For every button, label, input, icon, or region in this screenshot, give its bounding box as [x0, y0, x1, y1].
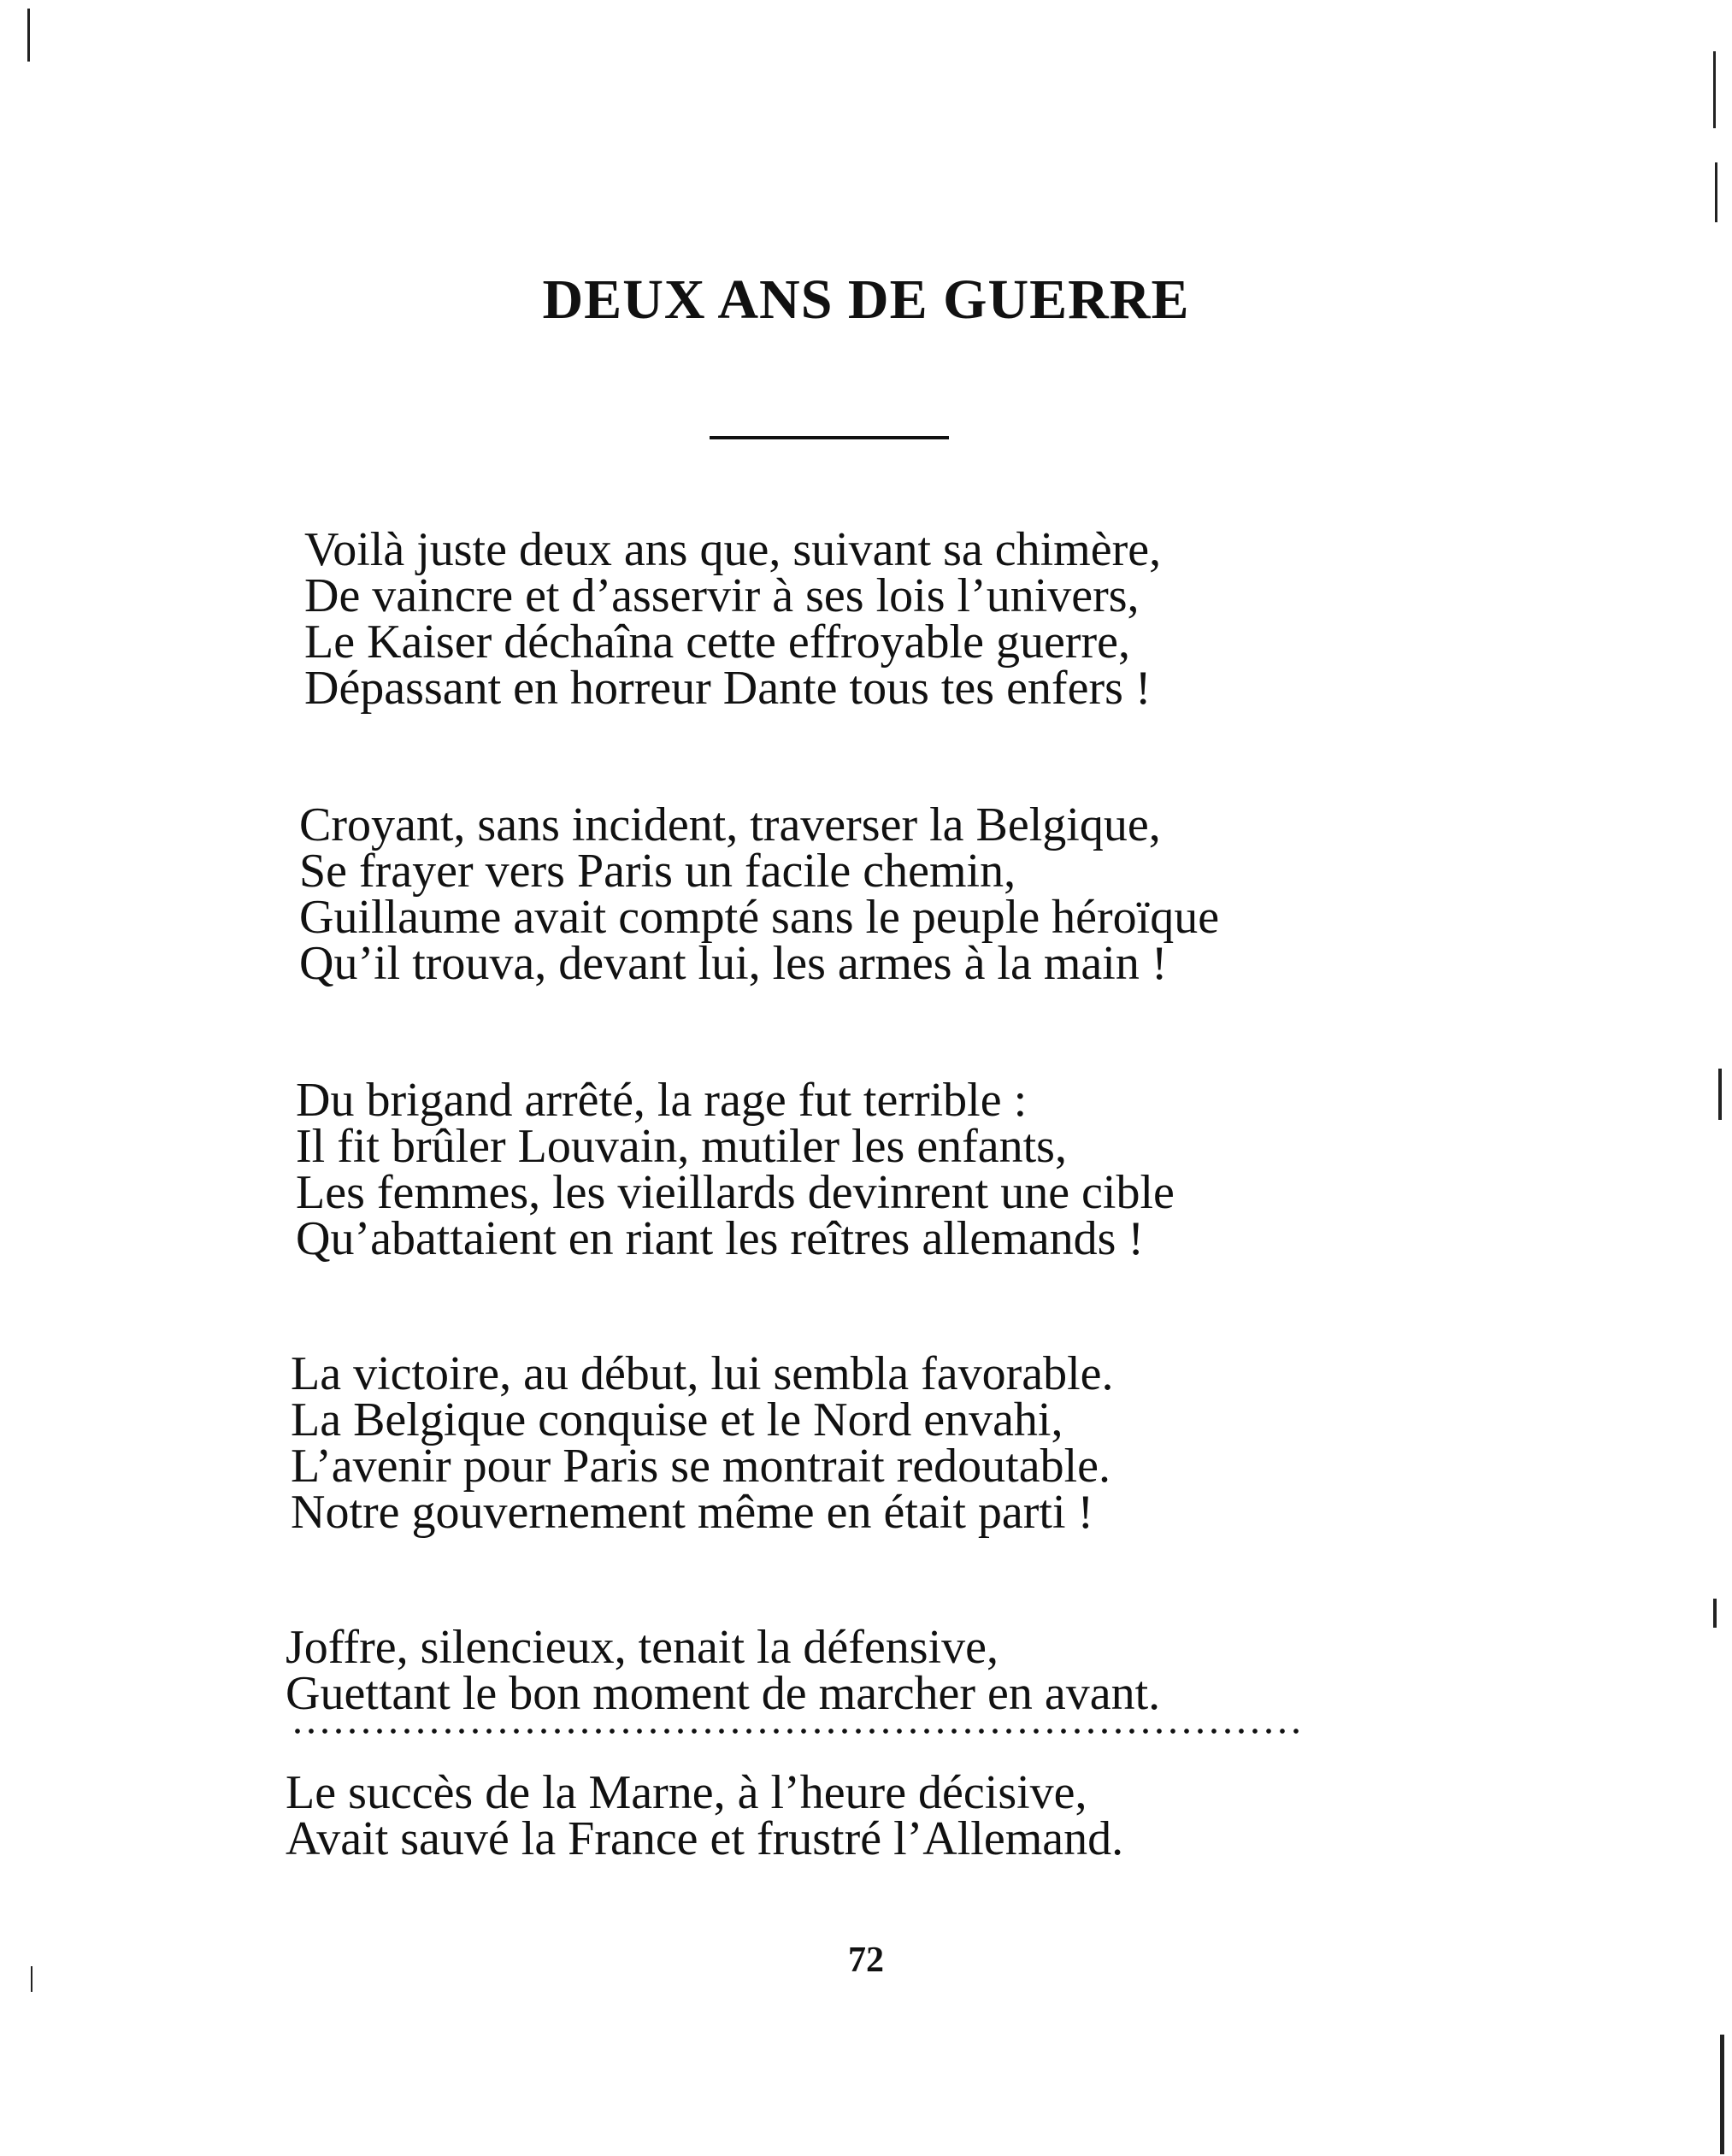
verse-line: Du brigand arrêté, la rage fut terrible : — [296, 1074, 1028, 1127]
stanza — [286, 1766, 1124, 1865]
stanza — [286, 1621, 1161, 1720]
verse-line: La victoire, au début, lui sembla favorable. — [291, 1347, 1114, 1400]
verse-line: De vaincre et d’asservir à ses lois l’univers, — [304, 569, 1140, 622]
scan-artifact-left-top — [27, 9, 30, 62]
verse-line: Avait sauvé la France et frustré l’Allemand. — [286, 1812, 1124, 1865]
scan-artifact-right-top — [1713, 51, 1716, 128]
verse-line: Le Kaiser déchaîna cette effroyable guerre, — [304, 616, 1130, 669]
verse-line: Notre gouvernement même en était parti ! — [291, 1486, 1094, 1539]
verse-line: La Belgique conquise et le Nord envahi, — [291, 1393, 1063, 1446]
scan-artifact-right-mid1 — [1715, 162, 1717, 222]
verse-line: Qu’abattaient en riant les reîtres allemands ! — [296, 1212, 1145, 1265]
verse-line: Joffre, silencieux, tenait la défensive, — [286, 1621, 999, 1674]
stanza — [299, 798, 1220, 990]
verse-line: Les femmes, les vieillards devinrent une cible — [296, 1166, 1175, 1219]
scan-artifact-right-bottom — [1720, 2035, 1724, 2154]
scan-artifact-right-mid3 — [1713, 1599, 1717, 1628]
verse-line: Guettant le bon moment de marcher en avant. — [286, 1667, 1161, 1720]
stanza — [304, 523, 1162, 715]
verse-line: Guillaume avait compté sans le peuple héroïque — [299, 891, 1220, 944]
dotted-ellipsis-separator — [291, 1727, 1299, 1735]
stanza — [291, 1347, 1114, 1539]
stanza — [296, 1074, 1175, 1265]
page-number: 72 — [848, 1941, 884, 1980]
title-rule — [710, 436, 949, 439]
scan-artifact-right-mid2 — [1718, 1069, 1722, 1120]
verse-line: L’avenir pour Paris se montrait redoutable. — [291, 1440, 1110, 1493]
verse-line: Qu’il trouva, devant lui, les armes à la main ! — [299, 937, 1168, 990]
verse-line: Dépassant en horreur Dante tous tes enfers ! — [304, 662, 1152, 715]
page-title: DEUX ANS DE GUERRE — [542, 268, 1190, 331]
verse-line: Se frayer vers Paris un facile chemin, — [299, 845, 1016, 898]
verse-line: Voilà juste deux ans que, suivant sa chimère, — [304, 523, 1162, 576]
verse-line: Croyant, sans incident, traverser la Belgique, — [299, 798, 1161, 851]
verse-line: Il fit brûler Louvain, mutiler les enfants, — [296, 1120, 1067, 1173]
verse-line: Le succès de la Marne, à l’heure décisive, — [286, 1766, 1087, 1819]
